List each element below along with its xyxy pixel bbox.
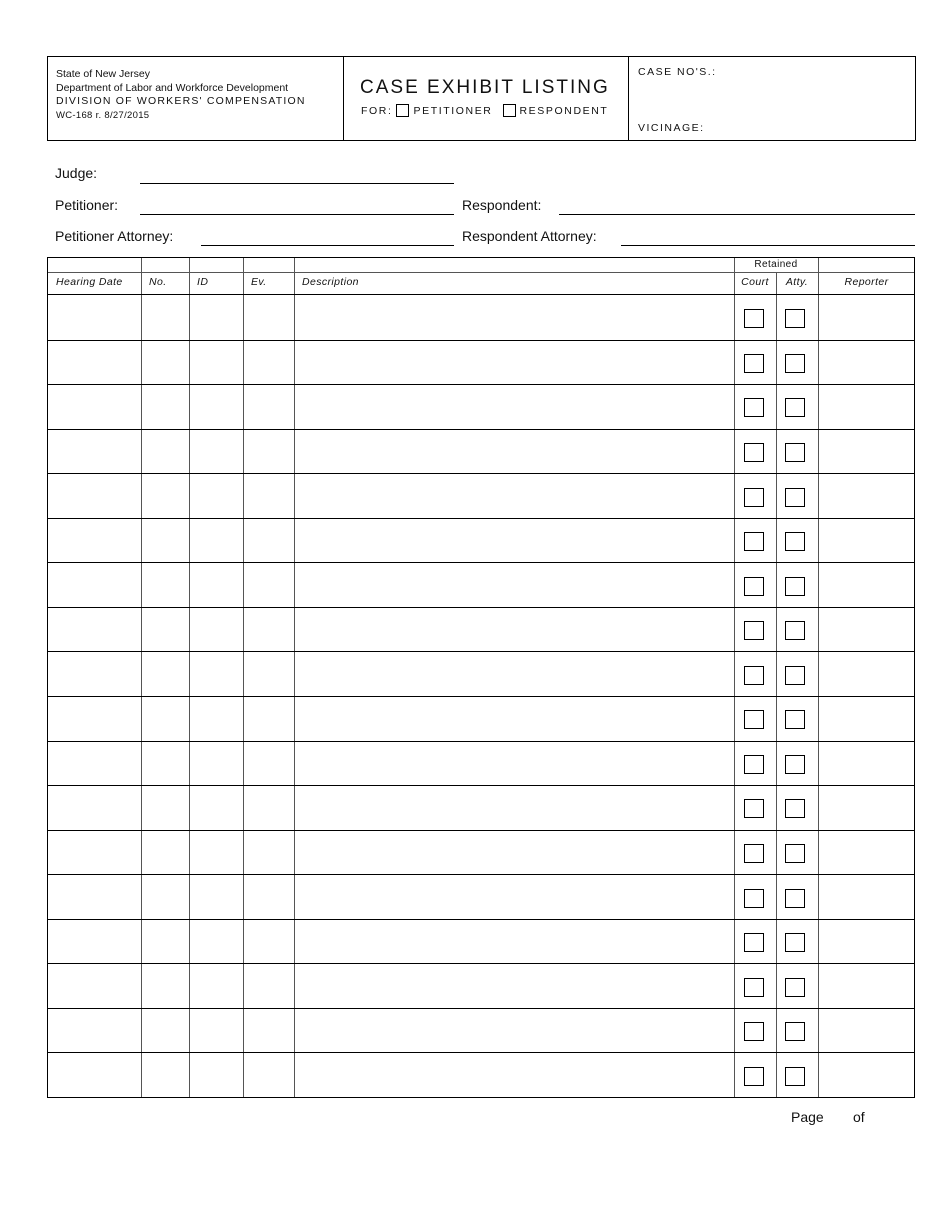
row-divider [48,1052,914,1053]
row-divider [48,696,914,697]
atty-retained-checkbox[interactable] [785,1022,805,1041]
atty-retained-checkbox[interactable] [785,844,805,863]
row-divider [48,429,914,430]
divider [343,57,344,140]
judge-label: Judge: [55,165,98,181]
row-divider [48,874,914,875]
court-retained-checkbox[interactable] [744,933,764,952]
row-divider [48,562,914,563]
column-divider [776,272,777,1097]
divider [628,57,629,140]
petitioner-checkbox[interactable] [396,104,409,117]
for-line [361,104,608,117]
col-reporter: Reporter [844,276,889,288]
respondent-option-label: RESPONDENT [519,104,609,117]
court-retained-checkbox[interactable] [744,799,764,818]
atty-retained-checkbox[interactable] [785,710,805,729]
col-description: Description [302,276,359,288]
case-nos-label: CASE NO'S.: [638,66,717,78]
atty-retained-checkbox[interactable] [785,309,805,328]
row-divider [48,340,914,341]
atty-retained-checkbox[interactable] [785,398,805,417]
col-ev: Ev. [251,276,267,288]
of-label: of [853,1109,865,1125]
row-divider [48,919,914,920]
petitioner-option-label: PETITIONER [413,104,493,117]
atty-retained-checkbox[interactable] [785,755,805,774]
header-bottom-rule [48,294,914,295]
agency-block [56,68,306,122]
retained-header: Retained [754,259,798,270]
atty-retained-checkbox[interactable] [785,666,805,685]
court-retained-checkbox[interactable] [744,755,764,774]
court-retained-checkbox[interactable] [744,844,764,863]
court-retained-checkbox[interactable] [744,666,764,685]
agency-department: Department of Labor and Workforce Development [56,81,289,94]
row-divider [48,741,914,742]
page-label: Page [791,1109,824,1125]
court-retained-checkbox[interactable] [744,978,764,997]
court-retained-checkbox[interactable] [744,577,764,596]
col-hearing-date: Hearing Date [56,276,123,288]
court-retained-checkbox[interactable] [744,621,764,640]
court-retained-checkbox[interactable] [744,488,764,507]
atty-retained-checkbox[interactable] [785,488,805,507]
row-divider [48,1008,914,1009]
court-retained-checkbox[interactable] [744,710,764,729]
atty-retained-checkbox[interactable] [785,577,805,596]
petitioner-attorney-field[interactable] [201,245,454,246]
respondent-attorney-field[interactable] [621,245,915,246]
petitioner-field[interactable] [140,214,454,215]
court-retained-checkbox[interactable] [744,309,764,328]
row-divider [48,473,914,474]
court-retained-checkbox[interactable] [744,1067,764,1086]
col-id: ID [197,276,209,288]
row-divider [48,830,914,831]
petitioner-attorney-label: Petitioner Attorney: [55,228,174,244]
court-retained-checkbox[interactable] [744,1022,764,1041]
row-divider [48,384,914,385]
atty-retained-checkbox[interactable] [785,933,805,952]
judge-field[interactable] [140,183,454,184]
form-number: WC-168 r. 8/27/2015 [56,109,150,121]
atty-retained-checkbox[interactable] [785,889,805,908]
for-label: FOR: [361,104,393,117]
row-divider [48,651,914,652]
vicinage-label: VICINAGE: [638,122,705,134]
court-retained-checkbox[interactable] [744,398,764,417]
row-divider [48,607,914,608]
atty-retained-checkbox[interactable] [785,978,805,997]
form-header-box [47,56,916,141]
court-retained-checkbox[interactable] [744,443,764,462]
respondent-checkbox[interactable] [503,104,516,117]
row-divider [48,785,914,786]
header-divider [48,272,914,273]
respondent-label: Respondent: [462,197,542,213]
respondent-attorney-label: Respondent Attorney: [462,228,597,244]
atty-retained-checkbox[interactable] [785,621,805,640]
agency-division: DIVISION OF WORKERS' COMPENSATION [56,95,306,107]
exhibit-table [47,257,915,1098]
court-retained-checkbox[interactable] [744,354,764,373]
petitioner-label: Petitioner: [55,197,119,213]
atty-retained-checkbox[interactable] [785,1067,805,1086]
col-no: No. [149,276,167,288]
respondent-field[interactable] [559,214,915,215]
row-divider [48,963,914,964]
atty-retained-checkbox[interactable] [785,799,805,818]
court-retained-checkbox[interactable] [744,532,764,551]
col-atty: Atty. [785,276,809,288]
agency-state: State of New Jersey [56,68,150,80]
atty-retained-checkbox[interactable] [785,443,805,462]
court-retained-checkbox[interactable] [744,889,764,908]
col-court: Court [741,276,769,288]
form-title: CASE EXHIBIT LISTING [360,77,610,98]
row-divider [48,518,914,519]
atty-retained-checkbox[interactable] [785,354,805,373]
atty-retained-checkbox[interactable] [785,532,805,551]
